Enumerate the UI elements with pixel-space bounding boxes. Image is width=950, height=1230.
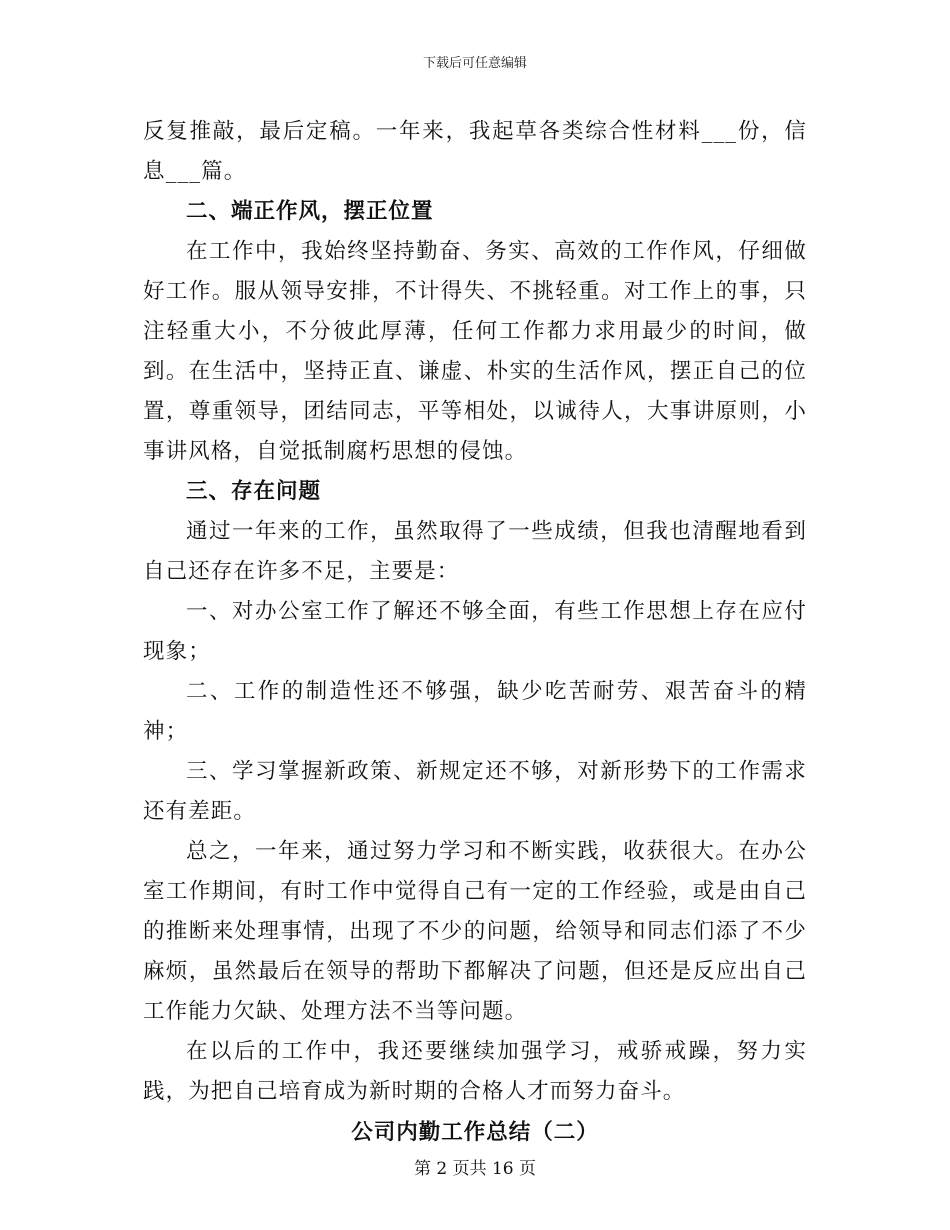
document-body bbox=[143, 112, 807, 1154]
paragraph-problem-3: 三、学习掌握新政策、新规定还不够，对新形势下的工作需求还有差距。 bbox=[143, 759, 807, 824]
paragraph-continuation: 反复推敲，最后定稿。一年来，我起草各类综合性材料___份，信息___篇。 bbox=[143, 119, 807, 184]
paragraph-problem-2: 二、工作的制造性还不够强，缺少吃苦耐劳、艰苦奋斗的精神； bbox=[143, 679, 807, 744]
paragraph-problems-intro: 通过一年来的工作，虽然取得了一些成绩，但我也清醒地看到自己还存在许多不足，主要是： bbox=[143, 519, 807, 584]
paragraph-work-style: 在工作中，我始终坚持勤奋、务实、高效的工作作风，仔细做好工作。服从领导安排，不计得失、不挑轻重。对工作上的事，只注轻重大小，不分彼此厚薄，任何工作都力求用最少的时间，做到。在生活中，坚持正直、谦虚、朴实的生活作风，摆正自己的位置，尊重领导，团结同志，平等相处，以诚待人，大事讲原则，小事讲风格，自觉抵制腐朽思想的侵蚀。 bbox=[143, 239, 807, 464]
page-header: 下载后可任意编辑 bbox=[422, 56, 527, 71]
section-heading-3: 三、存在问题 bbox=[186, 479, 322, 504]
document-title-2: 公司内勤工作总结（二） bbox=[351, 1120, 599, 1145]
paragraph-summary: 总之，一年来，通过努力学习和不断实践，收获很大。在办公室工作期间，有时工作中觉得自己有一定的工作经验，或是由自己的推断来处理事情，出现了不少的问题，给领导和同志们添了不少麻烦，虽然最后在领导的帮助下都解决了问题，但还是反应出自己工作能力欠缺、处理方法不当等问题。 bbox=[143, 839, 807, 1024]
paragraph-problem-1: 一、对办公室工作了解还不够全面，有些工作思想上存在应付现象； bbox=[143, 599, 807, 664]
section-heading-2: 二、端正作风，摆正位置 bbox=[186, 199, 434, 224]
paragraph-future: 在以后的工作中，我还要继续加强学习，戒骄戒躁，努力实践，为把自己培育成为新时期的合格人才而努力奋斗。 bbox=[143, 1039, 807, 1104]
page-footer: 第 2 页共 16 页 bbox=[413, 1159, 537, 1179]
